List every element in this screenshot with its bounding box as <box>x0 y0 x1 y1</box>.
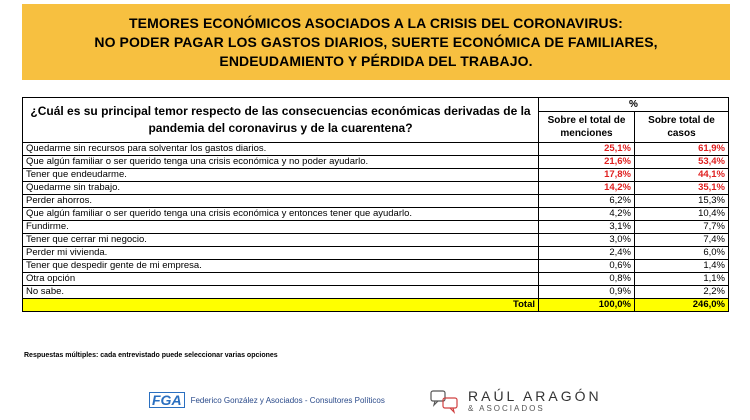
percent-header: % <box>539 98 729 112</box>
table-row <box>23 260 729 273</box>
value-mentions: 17,8% <box>539 169 635 182</box>
table-row <box>23 234 729 247</box>
raul-aragon-name: RAÚL ARAGÓN <box>468 387 602 404</box>
table-row <box>23 195 729 208</box>
value-cases: 44,1% <box>635 169 729 182</box>
total-cases: 246,0% <box>635 299 729 312</box>
value-mentions: 0,6% <box>539 260 635 273</box>
table-body <box>23 143 729 312</box>
row-label: Perder mi vivienda. <box>23 247 539 260</box>
row-label: Quedarme sin trabajo. <box>23 182 539 195</box>
value-mentions: 25,1% <box>539 143 635 156</box>
table-row <box>23 156 729 169</box>
title-banner <box>22 4 730 80</box>
raul-aragon-brand <box>430 388 602 414</box>
title-line-1: TEMORES ECONÓMICOS ASOCIADOS A LA CRISIS DEL CORONAVIRUS: <box>129 14 623 31</box>
row-label: Otra opción <box>23 273 539 286</box>
speech-bubbles-icon <box>430 388 460 414</box>
row-label: Tener que endeudarme. <box>23 169 539 182</box>
value-cases: 10,4% <box>635 208 729 221</box>
table-row <box>23 273 729 286</box>
value-mentions: 6,2% <box>539 195 635 208</box>
value-cases: 6,0% <box>635 247 729 260</box>
title-line-3: ENDEUDAMIENTO Y PÉRDIDA DEL TRABAJO. <box>219 52 533 69</box>
value-mentions: 14,2% <box>539 182 635 195</box>
value-mentions: 0,9% <box>539 286 635 299</box>
total-row <box>23 299 729 312</box>
value-cases: 1,1% <box>635 273 729 286</box>
table-row <box>23 182 729 195</box>
row-label: Quedarme sin recursos para solventar los gastos diarios. <box>23 143 539 156</box>
value-cases: 2,2% <box>635 286 729 299</box>
table-row <box>23 286 729 299</box>
value-cases: 7,7% <box>635 221 729 234</box>
value-cases: 53,4% <box>635 156 729 169</box>
value-cases: 7,4% <box>635 234 729 247</box>
fga-brand-text: Federico González y Asociados - Consultores Políticos <box>190 395 385 405</box>
value-cases: 61,9% <box>635 143 729 156</box>
value-cases: 1,4% <box>635 260 729 273</box>
table-row <box>23 208 729 221</box>
value-mentions: 4,2% <box>539 208 635 221</box>
row-label: Que algún familiar o ser querido tenga una crisis económica y entonces tener que ayudarlo. <box>23 208 539 221</box>
column-header-cases: Sobre total de casos <box>635 112 729 143</box>
question-header: ¿Cuál es su principal temor respecto de las consecuencias económicas derivadas de la pandemia del coronavirus y de la cuarentena? <box>23 98 539 143</box>
table-row <box>23 247 729 260</box>
column-header-mentions: Sobre el total de menciones <box>539 112 635 143</box>
row-label: Fundirme. <box>23 221 539 234</box>
value-cases: 15,3% <box>635 195 729 208</box>
row-label: Que algún familiar o ser querido tenga una crisis económica y no poder ayudarlo. <box>23 156 539 169</box>
value-mentions: 3,1% <box>539 221 635 234</box>
row-label: Tener que despedir gente de mi empresa. <box>23 260 539 273</box>
total-label: Total <box>23 299 539 312</box>
value-mentions: 21,6% <box>539 156 635 169</box>
table-row <box>23 143 729 156</box>
total-mentions: 100,0% <box>539 299 635 312</box>
fga-brand <box>149 392 385 408</box>
row-label: Tener que cerrar mi negocio. <box>23 234 539 247</box>
table-row <box>23 221 729 234</box>
value-mentions: 0,8% <box>539 273 635 286</box>
value-cases: 35,1% <box>635 182 729 195</box>
value-mentions: 3,0% <box>539 234 635 247</box>
raul-aragon-sub: & ASOCIADOS <box>468 403 545 413</box>
table-row <box>23 169 729 182</box>
value-mentions: 2,4% <box>539 247 635 260</box>
fga-logo: FGA <box>149 392 185 408</box>
header-row-1 <box>23 98 729 112</box>
row-label: Perder ahorros. <box>23 195 539 208</box>
footnote: Respuestas múltiples: cada entrevistado puede seleccionar varias opciones <box>24 352 278 359</box>
results-table <box>22 97 729 312</box>
title-line-2: NO PODER PAGAR LOS GASTOS DIARIOS, SUERTE ECONÓMICA DE FAMILIARES, <box>94 33 658 50</box>
row-label: No sabe. <box>23 286 539 299</box>
